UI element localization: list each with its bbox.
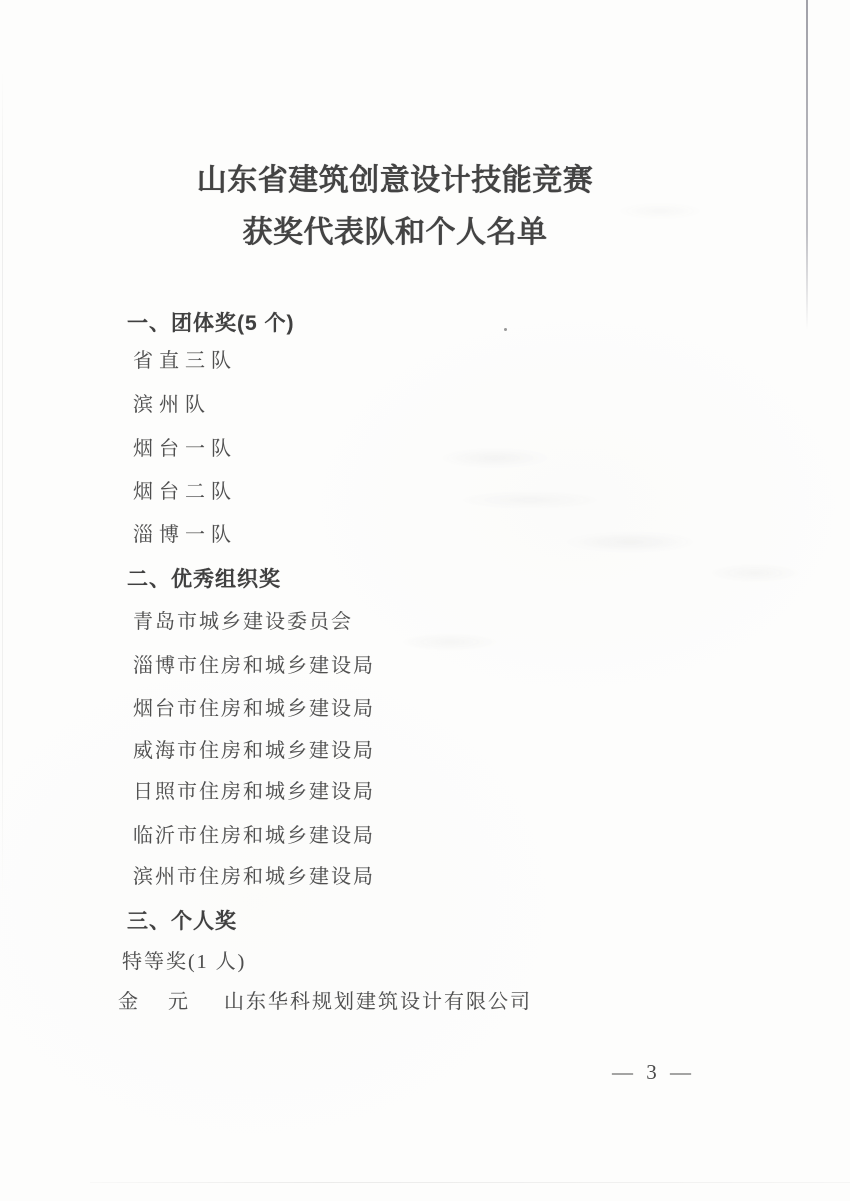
organization-award-item: 日照市住房和城乡建设局 [133, 781, 375, 803]
grand-prize-winner-row [118, 990, 532, 1014]
team-award-item: 烟台一队 [133, 438, 237, 460]
organization-award-item: 青岛市城乡建设委员会 [133, 611, 353, 633]
section-heading-individual-awards: 三、个人奖 [127, 910, 237, 933]
team-award-item: 省直三队 [133, 350, 237, 372]
page-number: — 3 — [612, 1060, 694, 1084]
winner-organization: 山东华科规划建筑设计有限公司 [224, 991, 532, 1013]
organization-award-item: 滨州市住房和城乡建设局 [133, 866, 375, 888]
document-title-line1: 山东省建筑创意设计技能竞赛 [196, 164, 594, 197]
section-heading-organization-awards: 二、优秀组织奖 [127, 568, 281, 591]
scan-speck [504, 328, 507, 331]
organization-award-item: 威海市住房和城乡建设局 [133, 740, 375, 762]
team-award-item: 滨州队 [133, 394, 211, 416]
scan-smudge [430, 488, 630, 512]
organization-award-item: 烟台市住房和城乡建设局 [133, 698, 375, 720]
scan-artifact-bottom-line [90, 1182, 850, 1183]
organization-award-item: 临沂市住房和城乡建设局 [133, 825, 375, 847]
scan-artifact-right-line [806, 0, 808, 330]
winner-name: 金 元 [118, 991, 193, 1013]
scan-smudge [380, 630, 520, 654]
grand-prize-subheading: 特等奖(1 人) [122, 951, 247, 973]
section-heading-team-awards: 一、团体奖(5 个) [127, 312, 295, 335]
scan-smudge [540, 528, 720, 556]
scan-smudge [420, 445, 570, 471]
team-award-item: 淄博一队 [133, 524, 237, 546]
team-award-item: 烟台二队 [133, 481, 237, 503]
scan-smudge [690, 560, 820, 586]
organization-award-item: 淄博市住房和城乡建设局 [133, 655, 375, 677]
document-title-line2: 获奖代表队和个人名单 [242, 216, 548, 249]
